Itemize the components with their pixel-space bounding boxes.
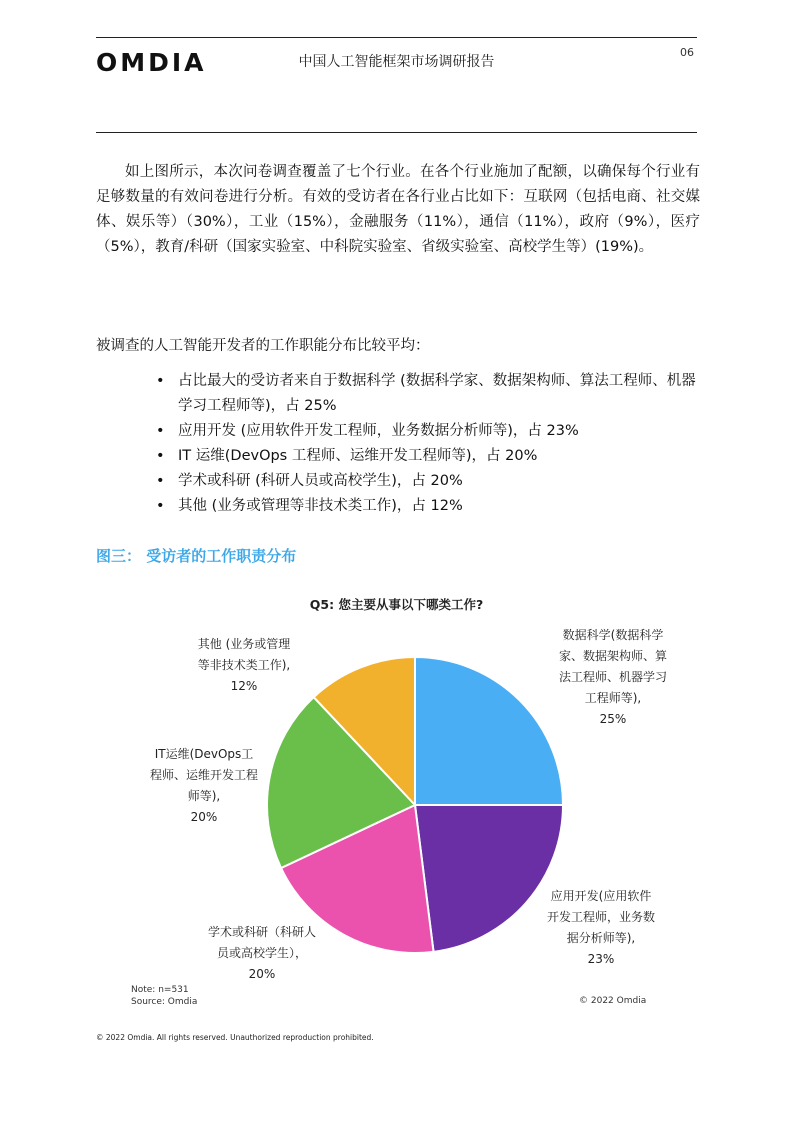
note-text: Note: n=531 [131,985,189,995]
bullet-text: 学术或科研 (科研人员或高校学生)，占 20% [178,473,463,489]
bullet-text: 应用开发 (应用软件开发工程师，业务数据分析师等)，占 23% [178,423,579,439]
pie-slice-data-science [415,657,563,805]
figure-title: 图三： 受访者的工作职责分布 [96,547,297,565]
bullet-text: 其他 (业务或管理等非技术类工作)，占 12% [178,498,463,514]
bullet-text: IT 运维(DevOps 工程师、运维开发工程师等)，占 20% [178,448,538,464]
slice-label-pct: 23% [587,952,615,966]
bullet-icon: • [156,473,165,489]
paragraph-text: 如上图所示，本次问卷调查覆盖了七个行业。在各个行业施加了配额，以确保每个行业有足够数量的有效问卷进行分析。有效的受访者在各行业占比如下：互联网（包括电商、社交媒体、娱乐等）（30%），工业（15%），金融服务（11%），通信（11%），政府（9%），医疗（5%），教育/科研（国家实验室、中科院实验室、省级实验室、高校学生等）(19%)。 [96,164,700,255]
page-footer: © 2022 Omdia. All rights reserved. Unauthorized reproduction prohibited. [96,1033,374,1042]
bullet-icon: • [156,423,165,439]
bullet-icon: • [156,498,165,514]
omdia-logo: OMDIA [96,48,207,77]
slice-label-it-ops [146,744,262,828]
slice-label-academic [200,922,324,985]
slice-label-pct: 12% [230,679,258,693]
slice-label-text: 学术或科研（科研人员或高校学生）， [207,925,316,960]
chart-note [131,984,197,1008]
slice-label-pct: 20% [248,967,276,981]
chart-copyright: © 2022 Omdia [579,996,647,1006]
slice-label-app-dev [540,886,662,970]
slice-label-text: 数据科学(数据科学家、数据架构师、算法工程师、机器学习工程师等), [558,628,667,705]
bullet-icon: • [156,373,165,389]
slice-label-data-science [548,625,678,730]
slice-label-text: IT运维(DevOps工程师、运维开发工程师等), [150,747,259,803]
page-number: 06 [680,46,694,59]
slice-label-pct: 20% [190,810,218,824]
document-title: 中国人工智能框架市场调研报告 [298,54,495,70]
bullet-text: 占比最大的受访者来自于数据科学 (数据科学家、数据架构师、算法工程师、机器学习工程师等)，占 25% [178,373,696,414]
slice-label-text: 其他 (业务或管理等非技术类工作), [197,637,291,672]
source-text: Source: Omdia [131,997,198,1007]
slice-label-text: 应用开发(应用软件开发工程师，业务数据分析师等), [547,889,656,945]
chart-title: Q5: 您主要从事以下哪类工作? [309,597,484,612]
slice-label-other [186,634,302,697]
bullet-icon: • [156,448,165,464]
slice-label-pct: 25% [599,712,627,726]
section-intro: 被调查的人工智能开发者的工作职能分布比较平均： [96,338,430,354]
